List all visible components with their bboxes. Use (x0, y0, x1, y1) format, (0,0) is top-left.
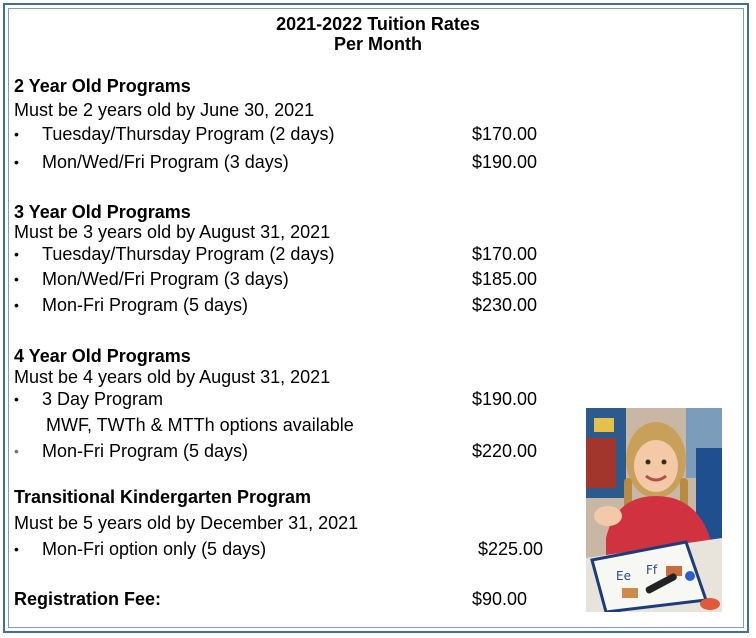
bullet: • (14, 297, 19, 313)
program-label: 3 Day Program (42, 389, 164, 409)
section-requirement-2yr: Must be 2 years old by June 30, 2021 (14, 100, 315, 120)
bullet: • (14, 443, 19, 459)
bullet: • (14, 126, 19, 142)
section-heading-4yr: 4 Year Old Programs (14, 346, 191, 366)
bullet: • (14, 271, 19, 287)
page-title: 2021-2022 Tuition Rates (276, 14, 480, 34)
program-label: Mon-Fri Program (5 days) (42, 441, 249, 461)
bullet: • (14, 154, 19, 170)
program-label: Tuesday/Thursday Program (2 days) (42, 124, 335, 144)
svg-text:Ee: Ee (616, 569, 631, 583)
program-label: Mon-Fri option only (5 days) (42, 539, 267, 559)
program-price: $170.00 (472, 244, 538, 264)
section-heading-tk: Transitional Kindergarten Program (14, 487, 312, 507)
program-label: Mon/Wed/Fri Program (3 days) (42, 152, 289, 172)
program-note: MWF, TWTh & MTTh options available (46, 415, 354, 435)
program-label: Mon/Wed/Fri Program (3 days) (42, 269, 289, 289)
bullet: • (14, 391, 19, 407)
section-heading-2yr: 2 Year Old Programs (14, 76, 191, 96)
bullet: • (14, 246, 19, 262)
program-price: $220.00 (472, 441, 538, 461)
program-label: Tuesday/Thursday Program (2 days) (42, 244, 335, 264)
registration-price: $90.00 (472, 589, 528, 609)
program-price: $170.00 (472, 124, 538, 144)
program-price: $185.00 (472, 269, 538, 289)
program-price: $190.00 (472, 389, 538, 409)
section-requirement-3yr: Must be 3 years old by August 31, 2021 (14, 222, 331, 242)
bullet: • (14, 541, 19, 557)
program-price: $225.00 (478, 539, 544, 559)
registration-label: Registration Fee: (14, 589, 162, 609)
page-subtitle: Per Month (334, 34, 422, 54)
program-label: Mon-Fri Program (5 days) (42, 295, 249, 315)
svg-text:Ff: Ff (646, 563, 658, 577)
program-price: $230.00 (472, 295, 538, 315)
child-photo-icon (586, 408, 722, 612)
section-heading-3yr: 3 Year Old Programs (14, 202, 191, 222)
section-requirement-4yr: Must be 4 years old by August 31, 2021 (14, 367, 331, 387)
program-price: $190.00 (472, 152, 538, 172)
section-requirement-tk: Must be 5 years old by December 31, 2021 (14, 513, 359, 533)
